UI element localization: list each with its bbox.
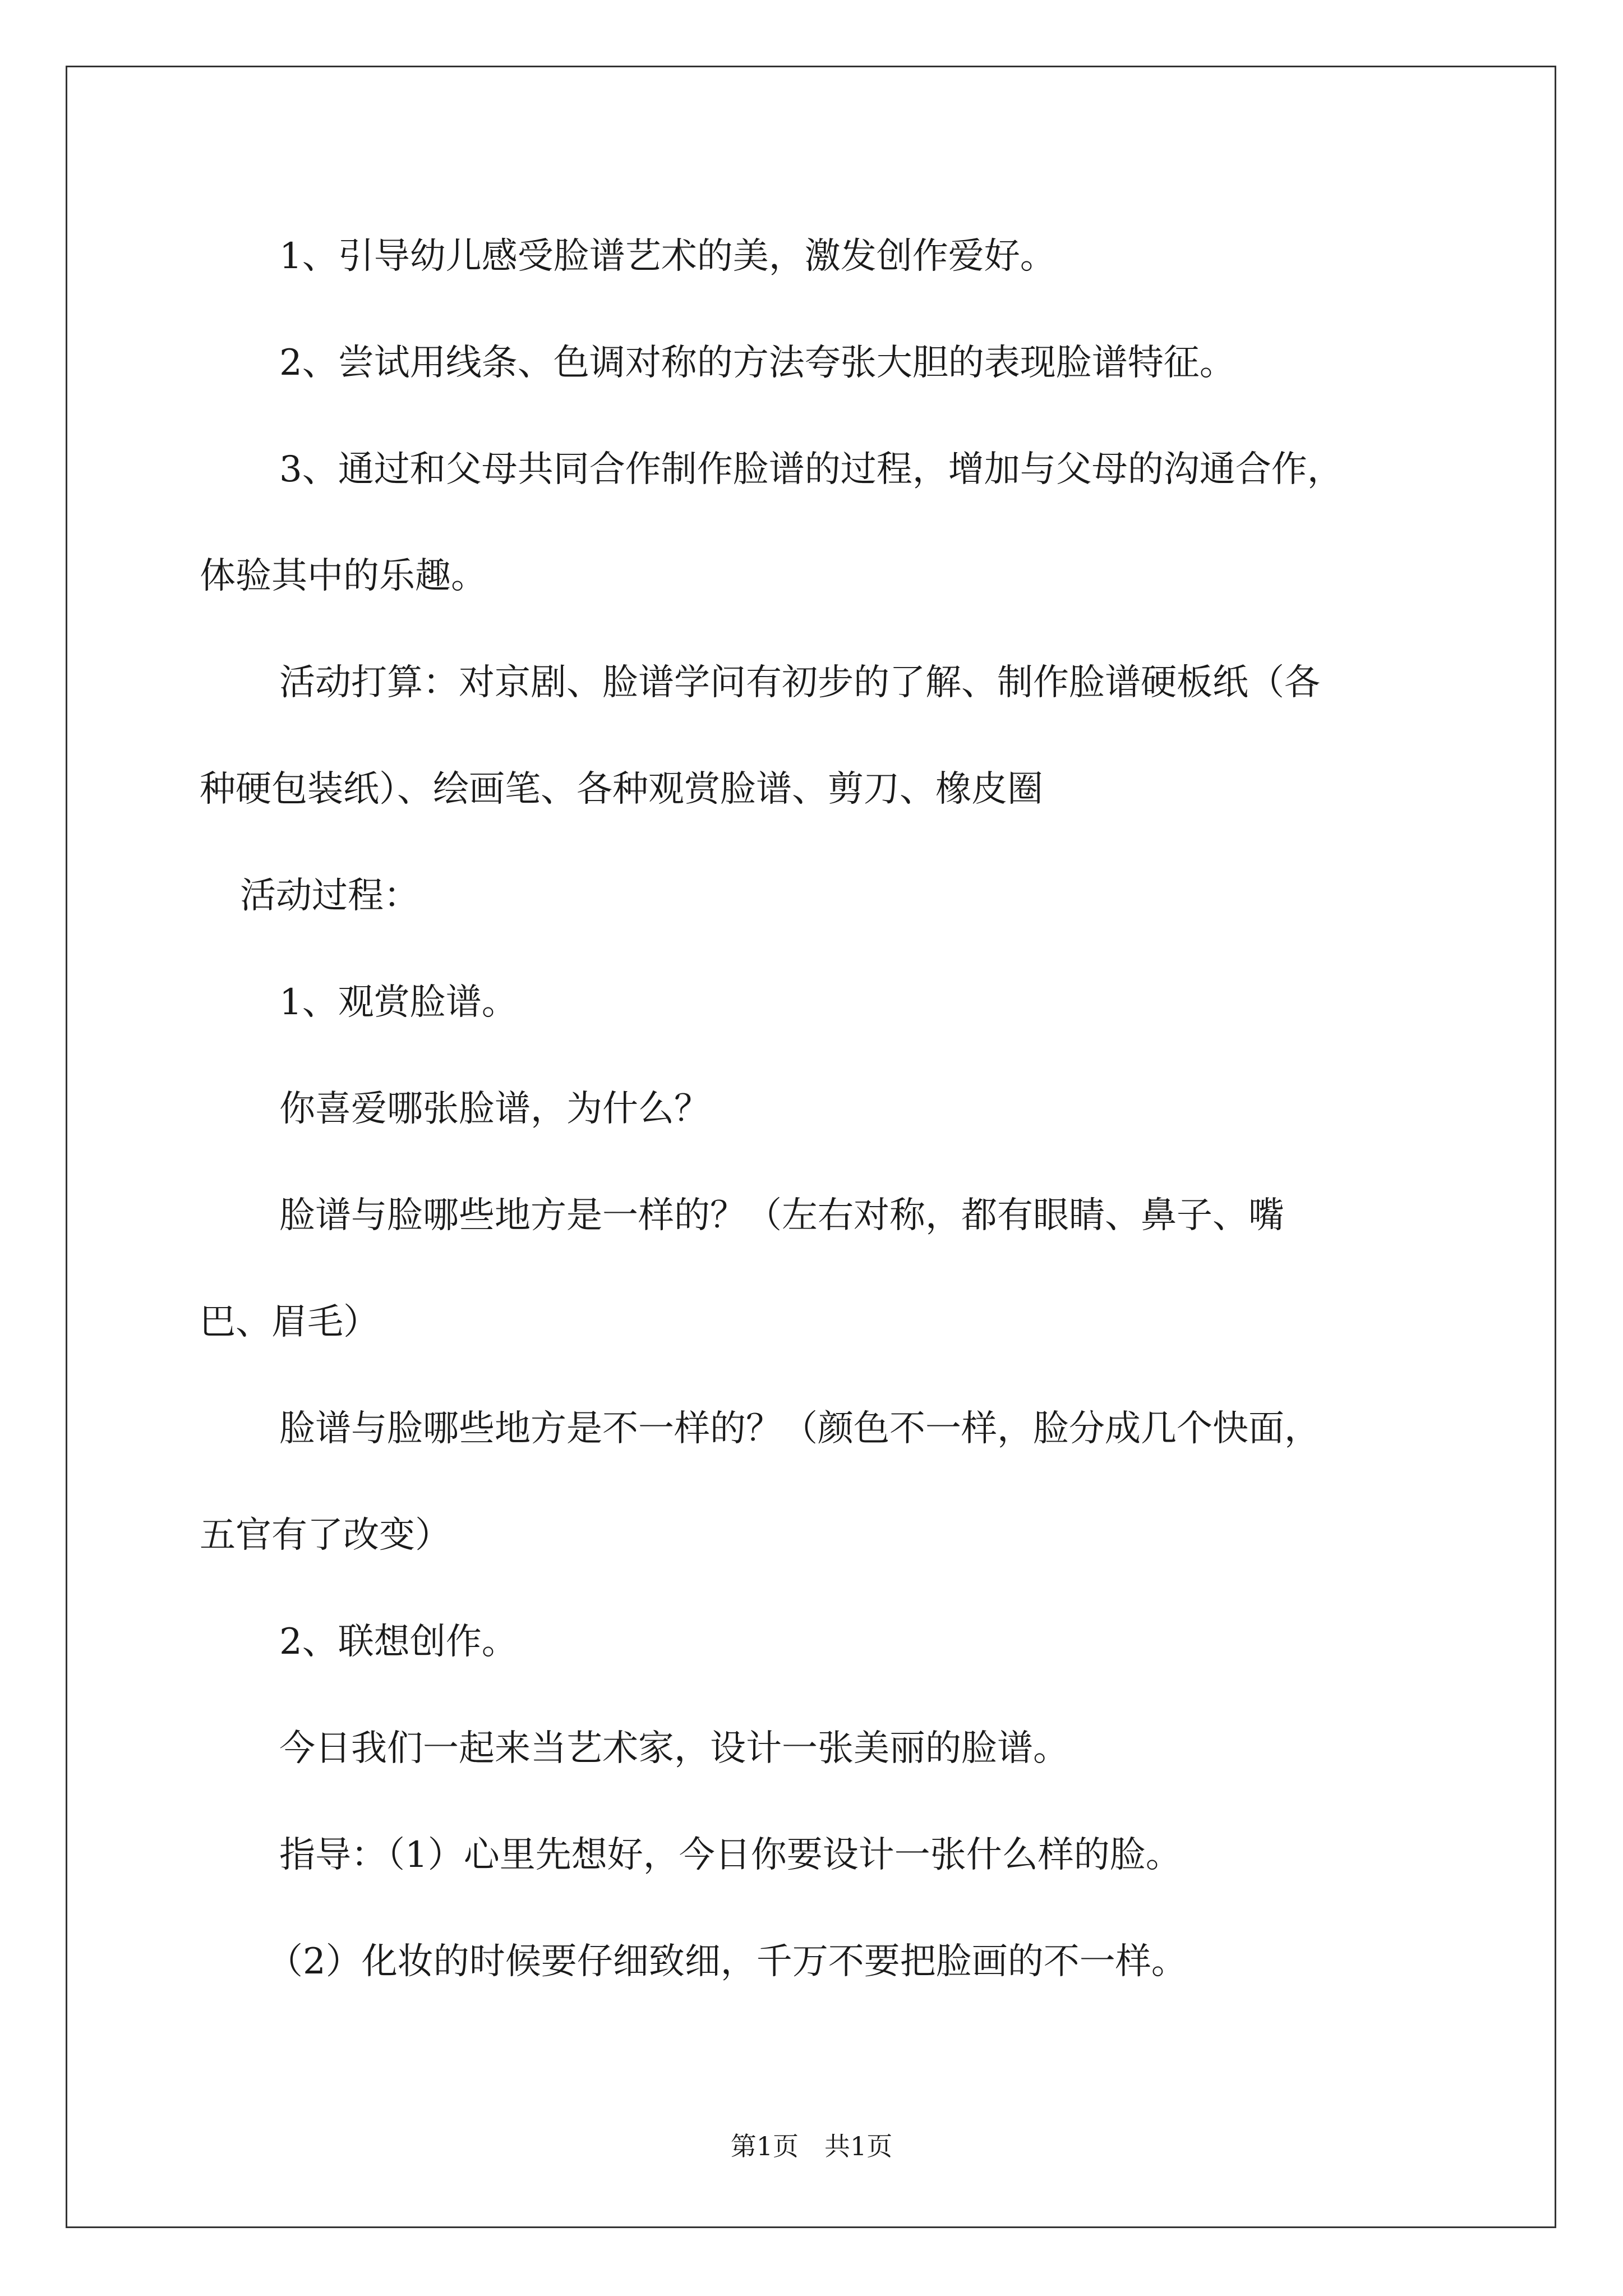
step-2-intro: 今日我们一起来当艺术家，设计一张美丽的脸谱。 — [279, 1728, 1069, 1769]
paragraph-2: 2、尝试用线条、色调对称的方法夸张大胆的表现脸谱特征。 — [279, 342, 1235, 384]
paragraph-1: 1、引导幼儿感受脸谱艺术的美，激发创作爱好。 — [279, 236, 1056, 277]
step-2-title: 2、联想创作。 — [279, 1621, 518, 1663]
section-heading-process: 活动过程： — [240, 875, 419, 917]
guidance-1: 指导：（1）心里先想好，今日你要设计一张什么样的脸。 — [279, 1834, 1182, 1876]
question-2-line-2: 巴、眉毛） — [200, 1301, 379, 1343]
question-2-line-1: 脸谱与脸哪些地方是一样的？（左右对称，都有眼睛、鼻子、嘴 — [279, 1195, 1284, 1236]
page-footer: 第1页 共1页 — [730, 2131, 893, 2161]
paragraph-3-line-1: 3、通过和父母共同合作制作脸谱的过程，增加与父母的沟通合作， — [279, 449, 1343, 490]
page-border — [66, 66, 1556, 2228]
paragraph-4-line-2: 种硬包装纸）、绘画笔、各种观赏脸谱、剪刀、橡皮圈 — [200, 769, 1043, 810]
paragraph-4-line-1: 活动打算：对京剧、脸谱学问有初步的了解、制作脸谱硬板纸（各 — [279, 662, 1320, 703]
guidance-2: （2）化妆的时候要仔细致细，千万不要把脸画的不一样。 — [267, 1941, 1187, 1982]
paragraph-3-line-2: 体验其中的乐趣。 — [200, 555, 487, 597]
question-3-line-1: 脸谱与脸哪些地方是不一样的？（颜色不一样，脸分成几个快面， — [279, 1408, 1320, 1450]
question-1: 你喜爱哪张脸谱，为什么？ — [279, 1088, 710, 1130]
question-3-line-2: 五官有了改变） — [200, 1515, 451, 1556]
step-1-title: 1、观赏脸谱。 — [279, 982, 518, 1023]
